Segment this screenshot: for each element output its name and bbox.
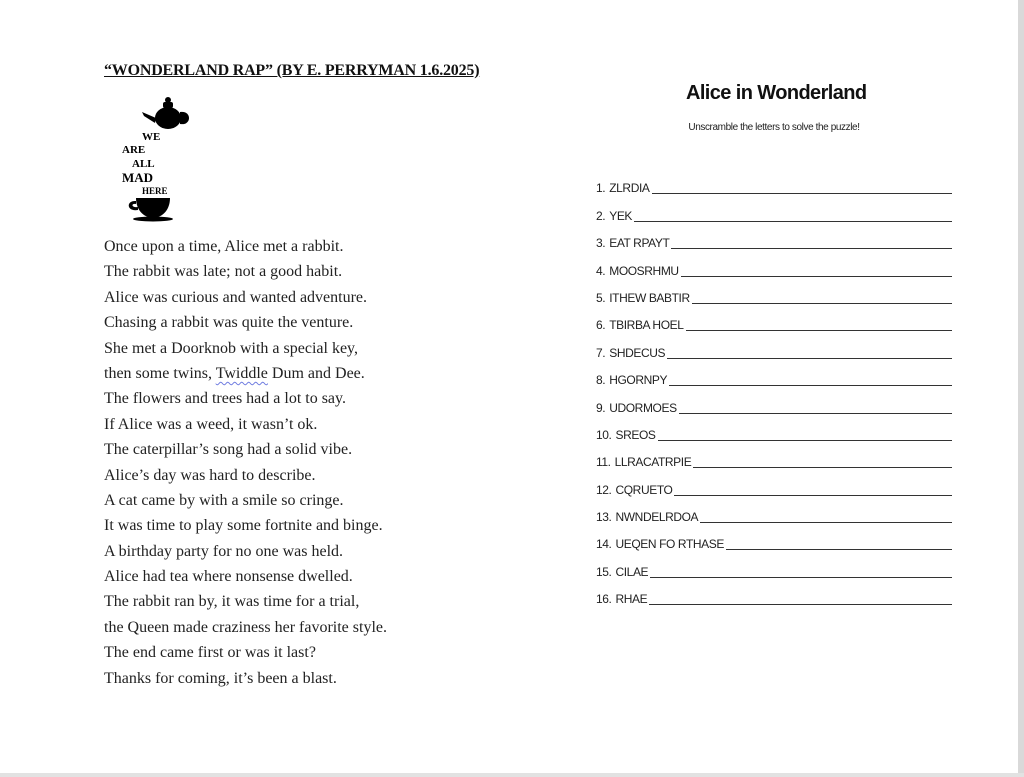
answer-line[interactable]	[650, 563, 952, 578]
logo-text-we: WE	[142, 131, 161, 143]
poem-line: The rabbit ran by, it was time for a trial,	[104, 593, 360, 611]
poem-line: The flowers and trees had a lot to say.	[104, 390, 346, 408]
scrambled-word: ITHEW BABTIR	[609, 290, 690, 305]
poem-line: Chasing a rabbit was quite the venture.	[104, 314, 354, 332]
answer-line[interactable]	[634, 207, 952, 222]
puzzle-item	[596, 497, 952, 524]
poem-line: Alice’s day was hard to describe.	[104, 466, 316, 484]
poem-line: If Alice was a weed, it wasn’t ok.	[104, 415, 318, 433]
answer-line[interactable]	[669, 371, 952, 386]
scrambled-word: CILAE	[615, 564, 649, 579]
puzzle-item	[596, 387, 952, 414]
puzzle-item	[596, 223, 952, 250]
puzzle-item	[596, 332, 952, 359]
puzzle-item-number: 8.	[596, 373, 606, 388]
poem-line	[104, 361, 387, 386]
puzzle-item	[596, 415, 952, 442]
puzzle-list	[596, 168, 952, 606]
puzzle-instructions: Unscramble the letters to solve the puzzle!	[688, 122, 860, 133]
puzzle-item-number: 7.	[596, 345, 606, 360]
puzzle-item	[596, 579, 952, 606]
puzzle-item	[596, 168, 952, 195]
logo-text-all: ALL	[132, 158, 155, 170]
poem-line: the Queen made craziness her favorite style.	[104, 618, 387, 636]
puzzle-item	[596, 442, 952, 469]
puzzle-item-number: 9.	[596, 400, 606, 415]
answer-line[interactable]	[667, 344, 952, 359]
scrambled-word: MOOSRHMU	[609, 263, 679, 278]
puzzle-item-number: 3.	[596, 236, 606, 251]
puzzle-item-number: 5.	[596, 290, 606, 305]
page-bottom-edge	[0, 773, 1024, 777]
puzzle-item-number: 6.	[596, 318, 606, 333]
scrambled-word: SHDECUS	[609, 345, 666, 360]
answer-line[interactable]	[679, 399, 952, 414]
answer-line[interactable]	[649, 590, 952, 605]
puzzle-item-number: 11.	[596, 455, 611, 470]
puzzle-item-number: 2.	[596, 208, 606, 223]
puzzle-item	[596, 360, 952, 387]
scrambled-word: UDORMOES	[609, 400, 677, 415]
puzzle-item	[596, 250, 952, 277]
scrambled-word: TBIRBA HOEL	[609, 318, 684, 333]
puzzle-title: Alice in Wonderland	[686, 82, 867, 104]
answer-line[interactable]	[686, 316, 952, 331]
logo-text-here: HERE	[142, 186, 168, 196]
poem-line-start: then some twins,	[104, 364, 216, 382]
puzzle-item	[596, 469, 952, 496]
puzzle-item-number: 12.	[596, 482, 612, 497]
poem-line: The caterpillar’s song had a solid vibe.	[104, 441, 353, 459]
puzzle-item-number: 1.	[596, 181, 606, 196]
poem-line: A cat came by with a smile so cringe.	[104, 491, 344, 509]
poem-line-end: Dum and Dee.	[267, 364, 365, 382]
poem-line: It was time to play some fortnite and binge.	[104, 517, 383, 535]
answer-line[interactable]	[681, 262, 952, 277]
rap-column	[104, 62, 524, 687]
puzzle-item	[596, 551, 952, 578]
teapot-teacup-logo	[120, 90, 192, 222]
poem-line: Alice was curious and wanted adventure.	[104, 288, 368, 306]
poem-line: Thanks for coming, it’s been a blast.	[104, 669, 337, 687]
poem-line: Once upon a time, Alice met a rabbit.	[104, 238, 344, 255]
puzzle-item-number: 10.	[596, 427, 612, 442]
rap-title: “WONDERLAND RAP” (BY E. PERRYMAN 1.6.2025)	[104, 62, 480, 79]
answer-line[interactable]	[674, 481, 952, 496]
answer-line[interactable]	[700, 508, 952, 523]
poem-body	[104, 234, 387, 691]
scrambled-word: HGORNPY	[609, 373, 668, 388]
poem-line: The rabbit was late; not a good habit.	[104, 263, 343, 281]
page-edge	[1018, 0, 1024, 777]
puzzle-item	[596, 305, 952, 332]
poem-line: She met a Doorknob with a special key,	[104, 339, 359, 357]
puzzle-item	[596, 195, 952, 222]
answer-line[interactable]	[726, 535, 952, 550]
answer-line[interactable]	[652, 179, 953, 194]
scrambled-word: RHAE	[615, 592, 648, 607]
scrambled-word: SREOS	[615, 427, 656, 442]
puzzle-item	[596, 278, 952, 305]
puzzle-item-number: 4.	[596, 263, 606, 278]
scrambled-word: EAT RPAYT	[609, 236, 670, 251]
scrambled-word: YEK	[609, 208, 633, 223]
scrambled-word: ZLRDIA	[609, 181, 650, 196]
poem-line: Alice had tea where nonsense dwelled.	[104, 568, 353, 586]
poem-line: The end came first or was it last?	[104, 644, 316, 662]
puzzle-item-number: 14.	[596, 537, 612, 552]
logo-text-are: ARE	[122, 144, 146, 156]
poem-line: A birthday party for no one was held.	[104, 542, 344, 560]
scrambled-word: UEQEN FO RTHASE	[615, 537, 724, 552]
puzzle-item-number: 15.	[596, 564, 612, 579]
answer-line[interactable]	[692, 289, 952, 304]
answer-line[interactable]	[658, 426, 953, 441]
answer-line[interactable]	[671, 234, 952, 249]
answer-line[interactable]	[693, 453, 952, 468]
puzzle-item-number: 13.	[596, 510, 612, 525]
scrambled-word: LLRACATRPIE	[614, 455, 692, 470]
scrambled-word: NWNDELRDOA	[615, 510, 699, 525]
puzzle-item-number: 16.	[596, 592, 612, 607]
logo-text-mad: MAD	[122, 170, 154, 185]
spellcheck-word: Twiddle	[215, 364, 268, 382]
scrambled-word: CQRUETO	[615, 482, 673, 497]
puzzle-item	[596, 524, 952, 551]
